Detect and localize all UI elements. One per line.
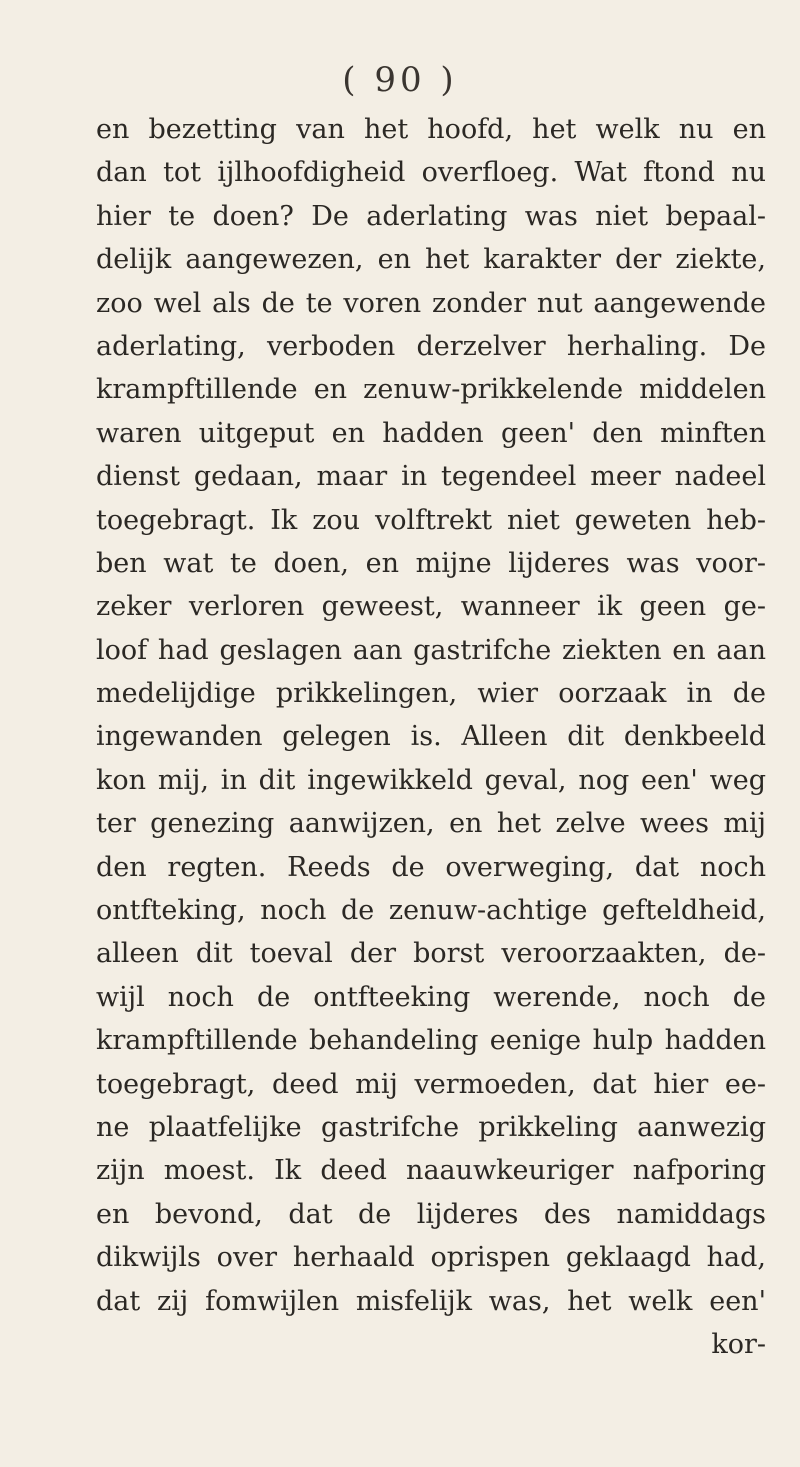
text-line: waren uitgeput en hadden geen' den minften: [96, 417, 766, 449]
text-line: alleen dit toeval der borst veroorzaakten, de-: [96, 938, 766, 970]
text-line: loof had geslagen aan gastrifche ziekten en aan: [96, 634, 766, 666]
text-line: ben wat te doen, en mijne lijderes was voor-: [96, 547, 766, 579]
text-line: krampftillende behandeling eenige hulp hadden: [96, 1025, 766, 1057]
text-line: kon mij, in dit ingewikkeld geval, nog een' weg: [96, 764, 766, 796]
catchword: kor-: [711, 1328, 766, 1360]
text-line: dan tot ijlhoofdigheid overfloeg. Wat ftond nu: [96, 157, 766, 189]
text-line: aderlating, verboden derzelver herhaling. De: [96, 330, 766, 362]
text-line: wijl noch de ontfteeking werende, noch de: [96, 981, 766, 1013]
text-line: en bezetting van het hoofd, het welk nu en: [96, 114, 766, 145]
text-line: hier te doen? De aderlating was niet bepaal-: [96, 200, 766, 232]
text-line: delijk aangewezen, en het karakter der ziekte,: [96, 244, 766, 276]
page-number: ( 90 ): [342, 60, 458, 100]
text-line: dienst gedaan, maar in tegendeel meer nadeel: [96, 461, 766, 493]
text-line: zeker verloren geweest, wanneer ik geen ge-: [96, 591, 766, 623]
text-line: toegebragt. Ik zou volftrekt niet geweten heb-: [96, 504, 766, 536]
text-line: toegebragt, deed mij vermoeden, dat hier ee-: [96, 1068, 766, 1100]
text-line: en bevond, dat de lijderes des namiddags: [96, 1198, 766, 1230]
text-line: ne plaatfelijke gastrifche prikkeling aanwezig: [96, 1111, 766, 1143]
text-line: zijn moest. Ik deed naauwkeuriger nafporing: [96, 1155, 766, 1187]
text-line: ter genezing aanwijzen, en het zelve wees mij: [96, 808, 766, 840]
text-line: medelijdige prikkelingen, wier oorzaak in de: [96, 678, 766, 710]
text-line: krampftillende en zenuw-prikkelende middelen: [96, 374, 766, 406]
text-line: dikwijls over herhaald oprispen geklaagd had,: [96, 1242, 766, 1274]
body-text: [96, 108, 766, 1366]
text-line: ontfteking, noch de zenuw-achtige gefteldheid,: [96, 895, 766, 927]
text-line: ingewanden gelegen is. Alleen dit denkbeeld: [96, 721, 766, 753]
text-line: dat zij fomwijlen misfelijk was, het welk een': [96, 1285, 766, 1317]
text-line: zoo wel als de te voren zonder nut aangewende: [96, 287, 766, 319]
text-line: den regten. Reeds de overweging, dat noch: [96, 851, 766, 883]
